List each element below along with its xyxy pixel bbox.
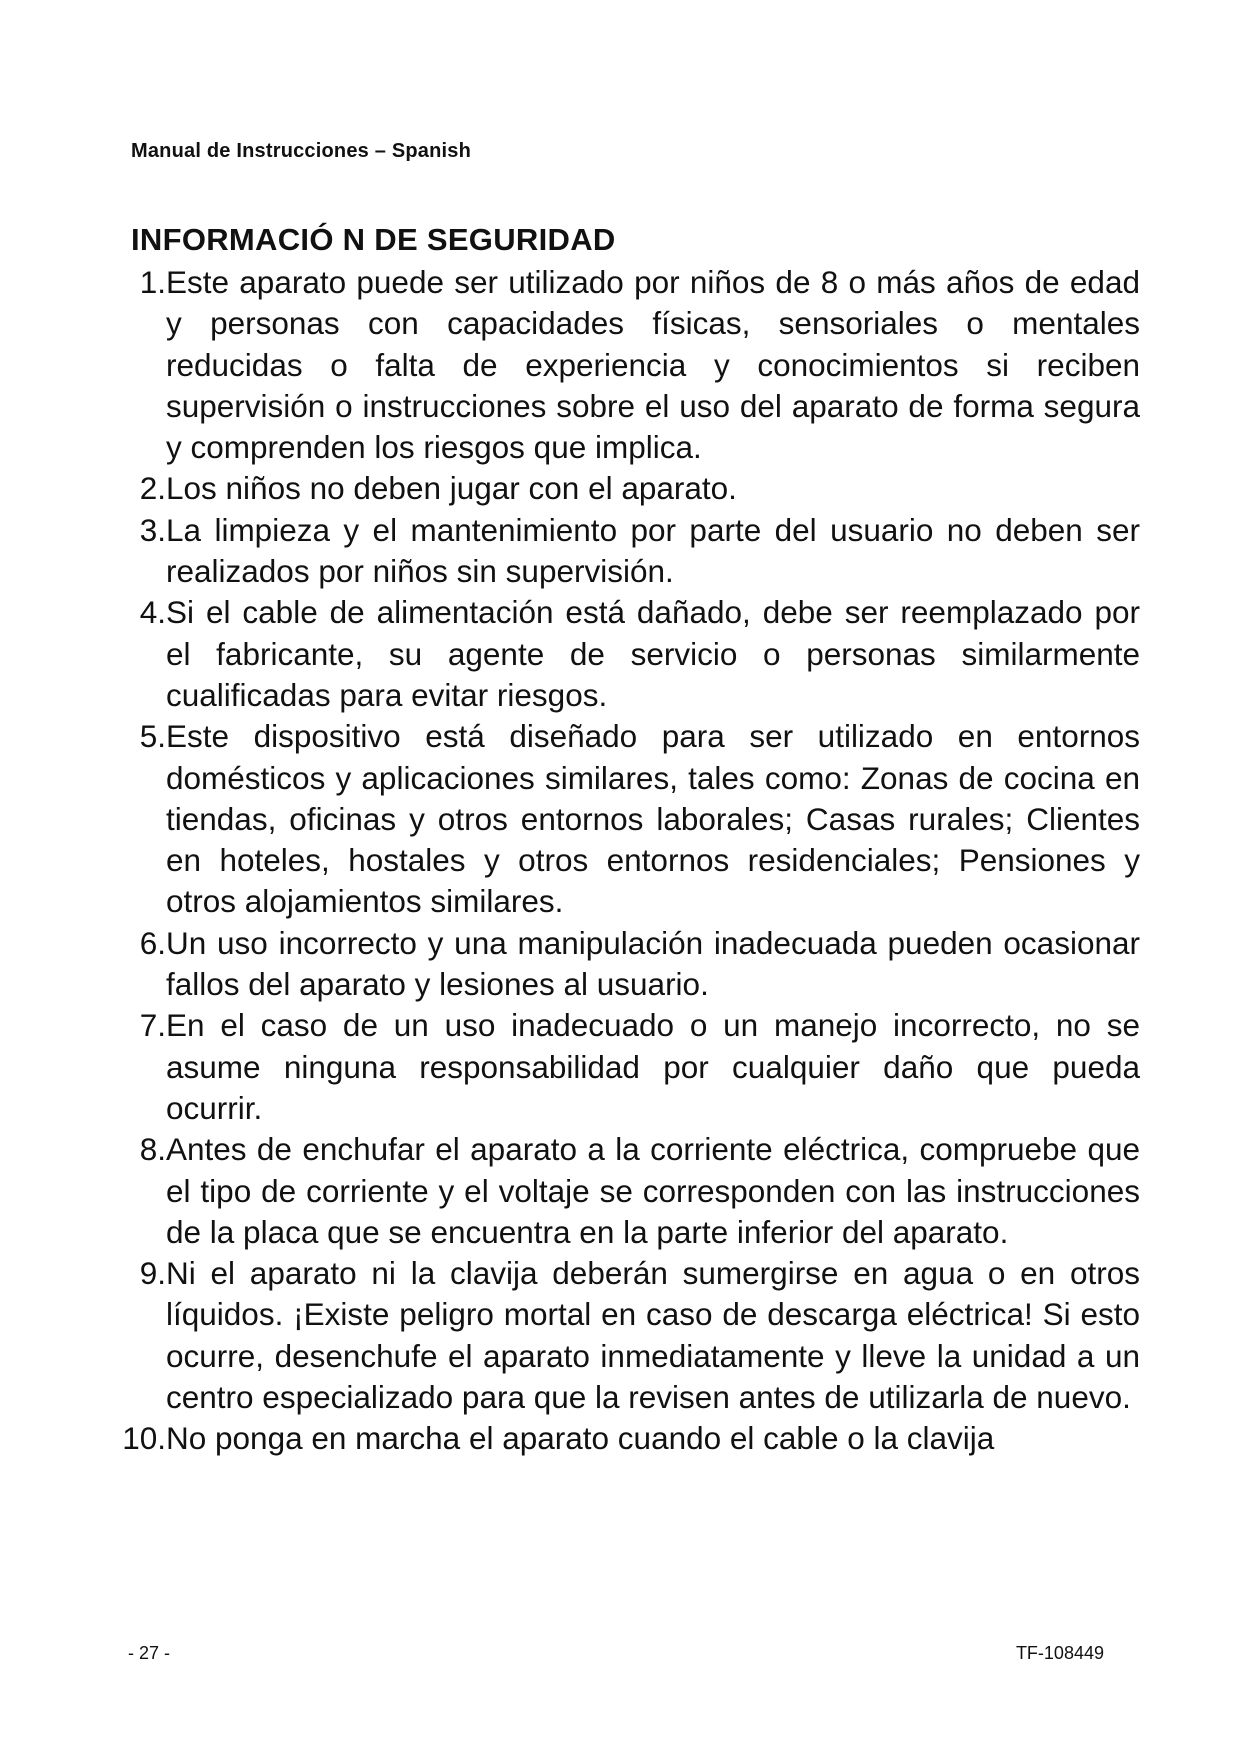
- item-number: 3.: [139, 511, 166, 548]
- item-number: 10.: [122, 1420, 166, 1457]
- item-number: 1.: [139, 264, 166, 300]
- list-item: [100, 923, 1140, 1006]
- item-number: 6.: [139, 924, 166, 961]
- item-text: Los niños no deben jugar con el aparato.: [166, 470, 737, 507]
- safety-list: [100, 262, 1140, 1460]
- list-item: [100, 1005, 1140, 1129]
- item-text: Este dispositivo está diseñado para ser utilizado en entornos domésticos y aplicaciones similares, tales como: Zonas de cocina en tiendas, oficinas y otros entornos laborales; Casas rurales; Clientes en hoteles, hostales y otros entornos residenciales; Pensiones y otros alojamientos similares.: [166, 718, 1140, 920]
- product-code: TF-108449: [1015, 1643, 1104, 1663]
- item-number: 8.: [139, 1131, 166, 1168]
- item-text: En el caso de un uso inadecuado o un manejo incorrecto, no se asume ninguna responsabilidad por cualquier daño que pueda ocurrir.: [166, 1007, 1140, 1126]
- list-item: [100, 1129, 1140, 1253]
- item-text: Antes de enchufar el aparato a la corriente eléctrica, compruebe que el tipo de corriente y el voltaje se corresponden con las instrucciones de la placa que se encuentra en la parte inferior del aparato.: [166, 1131, 1140, 1250]
- list-item: [100, 716, 1140, 922]
- page-header: Manual de Instrucciones – Spanish: [131, 140, 472, 162]
- item-number: 9.: [139, 1255, 166, 1292]
- list-item: [100, 1418, 1140, 1459]
- page-number: - 27 -: [128, 1643, 171, 1663]
- item-number: 2.: [139, 470, 166, 507]
- item-text: Ni el aparato ni la clavija deberán sumergirse en agua o en otros líquidos. ¡Existe peligro mortal en caso de descarga eléctrica! Si esto ocurre, desenchufe el aparato inmediatamente y lleve la unidad a un centro especializado para que la revisen antes de utilizarla de nuevo.: [166, 1255, 1140, 1416]
- list-item: [100, 510, 1140, 593]
- item-text: Si el cable de alimentación está dañado, debe ser reemplazado por el fabricante, su agente de servicio o personas similarmente cualificadas para evitar riesgos.: [166, 594, 1140, 713]
- list-item: [100, 592, 1140, 716]
- item-text: No ponga en marcha el aparato cuando el cable o la clavija: [166, 1420, 995, 1457]
- list-item: [100, 262, 1140, 468]
- item-text: Un uso incorrecto y una manipulación inadecuada pueden ocasionar fallos del aparato y lesiones al usuario.: [166, 924, 1140, 1003]
- list-item: [100, 468, 1140, 509]
- item-text: Este aparato puede ser utilizado por niños de 8 o más años de edad y personas con capacidades físicas, sensoriales o mentales reducidas o falta de experiencia y conocimientos si reciben supervisión o instrucciones sobre el uso del aparato de forma segura y comprenden los riesgos que implica.: [166, 264, 1140, 466]
- section-title: INFORMACIÓ N DE SEGURIDAD: [131, 222, 616, 257]
- item-number: 4.: [139, 594, 166, 631]
- item-number: 5.: [139, 718, 166, 755]
- list-item: [100, 1253, 1140, 1418]
- item-text: La limpieza y el mantenimiento por parte del usuario no deben ser realizados por niños sin supervisión.: [166, 511, 1140, 590]
- item-number: 7.: [139, 1007, 166, 1044]
